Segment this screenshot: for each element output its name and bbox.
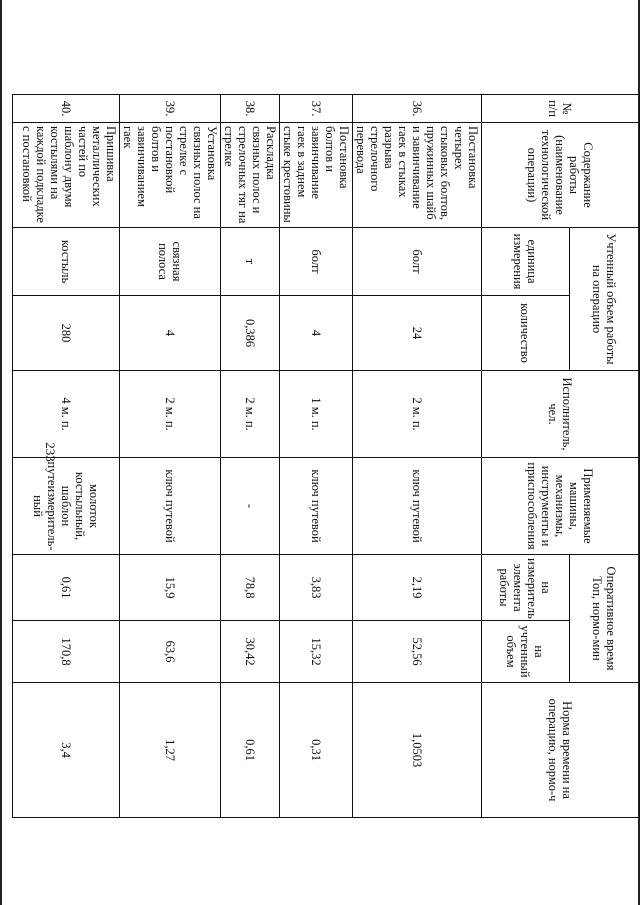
header-op-meter: на измеритель элемента работы	[482, 555, 570, 621]
row-norm: 1,0503	[353, 683, 482, 818]
row-unit: т	[221, 228, 280, 296]
row-content: Установка связных полос на стрелке с постановкой болтов и завинчиванием гаек	[120, 123, 221, 228]
page-number: 233	[43, 442, 58, 462]
row-qty: 4	[280, 296, 353, 371]
row-content: Постановка четырех стыковых болтов, пружинных шайб и завинчивание гаек в стыках разрыва стрелочного перевода	[353, 123, 482, 228]
header-volume: Учтенный объем работы на операцию	[570, 228, 640, 371]
header-executor: Исполнитель, чел.	[482, 371, 640, 458]
row-unit: костыль	[13, 228, 120, 296]
row-op-volume: 63,6	[120, 621, 221, 683]
header-op-volume: на учтенный объем	[482, 621, 570, 683]
header-content: Содержание работы (наименование технологической операции)	[482, 123, 640, 228]
table-row	[13, 95, 120, 818]
row-op-meter: 2,19	[353, 555, 482, 621]
row-unit: болт	[353, 228, 482, 296]
row-machines: ключ путевой	[353, 458, 482, 555]
row-executor: 2 м. п.	[221, 371, 280, 458]
row-executor: 1 м. п.	[280, 371, 353, 458]
row-op-volume: 30,42	[221, 621, 280, 683]
row-executor: 2 м. п.	[120, 371, 221, 458]
row-content: Раскладка связных полос и стрелочных тяг на стрелке	[221, 123, 280, 228]
row-machines: ключ путевой	[280, 458, 353, 555]
table-row	[221, 95, 280, 818]
row-op-volume: 15,32	[280, 621, 353, 683]
row-norm: 3,4	[13, 683, 120, 818]
header-qty: количество	[482, 296, 570, 371]
row-qty: 280	[13, 296, 120, 371]
operations-table	[12, 94, 640, 818]
header-unit: единица измерения	[482, 228, 570, 296]
row-unit: связная полоса	[120, 228, 221, 296]
row-num: 40.	[13, 95, 120, 123]
row-content: Пришивка металлических частей по шаблону двумя костылями на каждой подкладке с постановкой	[13, 123, 120, 228]
row-op-meter: 78,8	[221, 555, 280, 621]
row-num: 37.	[280, 95, 353, 123]
row-norm: 0,61	[221, 683, 280, 818]
row-op-meter: 0,61	[13, 555, 120, 621]
row-machines: ключ путевой	[120, 458, 221, 555]
header-optime: Оперативное время Топ, нормо-мин	[570, 555, 640, 683]
row-unit: болт	[280, 228, 353, 296]
row-num: 39.	[120, 95, 221, 123]
row-op-meter: 3,83	[280, 555, 353, 621]
row-op-meter: 15,9	[120, 555, 221, 621]
row-norm: 1,27	[120, 683, 221, 818]
row-qty: 0,386	[221, 296, 280, 371]
table-row	[353, 95, 482, 818]
row-qty: 4	[120, 296, 221, 371]
row-machines: -	[221, 458, 280, 555]
row-content: Постановка болтов и завинчивание гаек в заднем стыке крестовины	[280, 123, 353, 228]
row-qty: 24	[353, 296, 482, 371]
header-machines: Применяемые машины, механизмы, инструменты и приспособления	[482, 458, 640, 555]
row-num: 38.	[221, 95, 280, 123]
row-num: 36.	[353, 95, 482, 123]
header-norm: Норма времени на операцию, нормо-ч	[482, 683, 640, 818]
row-machines: молоток костыльный, шаблон путеизмеритель-ный	[13, 458, 120, 555]
header-num: № п/п	[482, 95, 640, 123]
table-row	[120, 95, 221, 818]
row-norm: 0,31	[280, 683, 353, 818]
row-executor: 2 м. п.	[353, 371, 482, 458]
row-executor: 4 м. п.	[13, 371, 120, 458]
row-op-volume: 52,56	[353, 621, 482, 683]
table-row	[280, 95, 353, 818]
row-op-volume: 170,8	[13, 621, 120, 683]
